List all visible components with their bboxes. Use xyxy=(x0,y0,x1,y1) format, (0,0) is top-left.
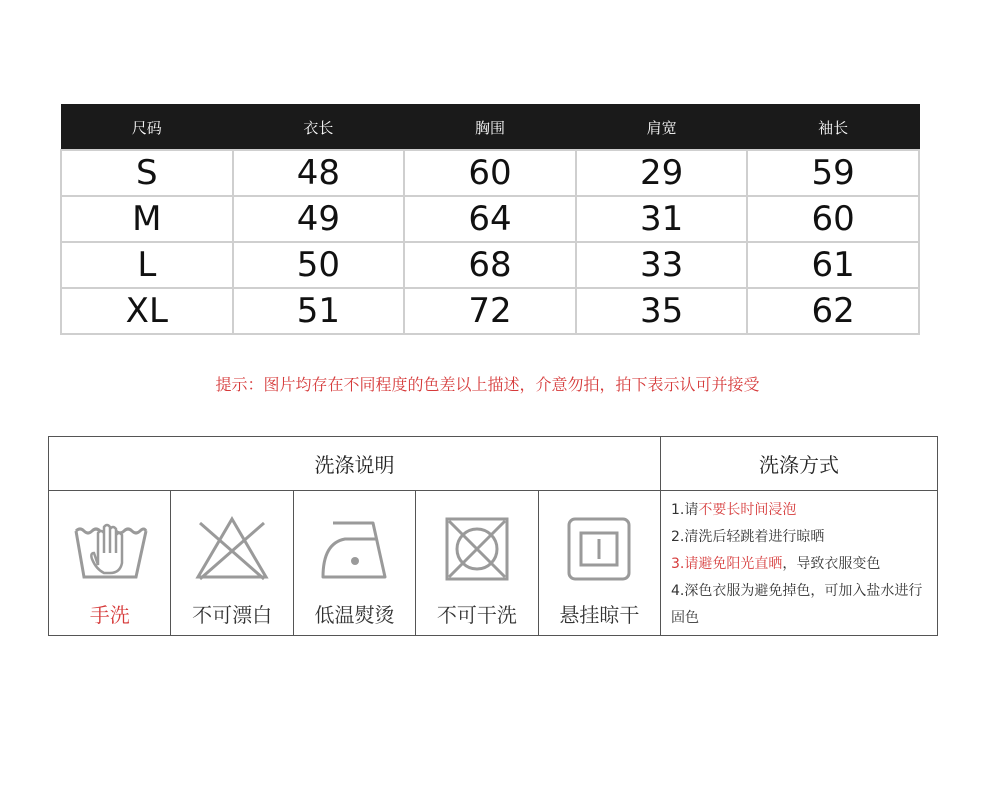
size-cell: S xyxy=(61,150,233,196)
header-length: 衣长 xyxy=(233,105,405,151)
size-cell: L xyxy=(61,242,233,288)
note-3-suffix: ，导致衣服变色 xyxy=(782,556,881,572)
header-chest: 胸围 xyxy=(404,105,576,151)
shoulder-cell: 35 xyxy=(576,288,748,334)
care-label-no-dry-clean: 不可干洗 xyxy=(436,603,517,627)
no-bleach-icon xyxy=(192,513,272,585)
care-label-low-iron: 低温熨烫 xyxy=(314,603,395,627)
length-cell: 51 xyxy=(233,288,405,334)
shoulder-cell: 33 xyxy=(576,242,748,288)
wash-notes xyxy=(661,491,937,635)
hang-dry-icon xyxy=(559,513,639,585)
care-item-no-bleach xyxy=(171,491,293,635)
size-cell: M xyxy=(61,196,233,242)
length-cell: 49 xyxy=(233,196,405,242)
care-label-hand-wash: 手洗 xyxy=(89,603,130,627)
length-cell: 48 xyxy=(233,150,405,196)
sleeve-cell: 59 xyxy=(747,150,919,196)
header-size: 尺码 xyxy=(61,105,233,151)
header-shoulder: 肩宽 xyxy=(576,105,748,151)
size-table xyxy=(60,104,920,335)
shoulder-cell: 31 xyxy=(576,196,748,242)
care-item-low-iron xyxy=(294,491,416,635)
note-1 xyxy=(671,497,927,524)
care-item-hand-wash xyxy=(49,491,171,635)
sleeve-cell: 62 xyxy=(747,288,919,334)
note-2: 2.清洗后轻跳着进行晾晒 xyxy=(671,529,825,545)
wash-method-title: 洗涤方式 xyxy=(661,437,937,491)
note-1-prefix: 1.请 xyxy=(671,502,699,518)
note-4: 4.深色衣服为避免掉色，可加入盐水进行固色 xyxy=(671,583,923,626)
care-title: 洗涤说明 xyxy=(49,437,661,491)
no-dry-clean-icon xyxy=(437,513,517,585)
care-item-no-dry-clean xyxy=(416,491,538,635)
header-sleeve: 袖长 xyxy=(747,105,919,151)
chest-cell: 68 xyxy=(404,242,576,288)
care-item-hang-dry xyxy=(539,491,661,635)
low-iron-icon xyxy=(315,513,395,585)
table-row xyxy=(61,288,919,334)
note-3 xyxy=(671,551,927,578)
length-cell: 50 xyxy=(233,242,405,288)
care-instructions xyxy=(48,436,938,636)
shoulder-cell: 29 xyxy=(576,150,748,196)
care-label-hang-dry: 悬挂晾干 xyxy=(559,603,640,627)
table-row xyxy=(61,242,919,288)
table-row xyxy=(61,150,919,196)
care-label-no-bleach: 不可漂白 xyxy=(192,603,273,627)
sleeve-cell: 61 xyxy=(747,242,919,288)
note-3-highlight: 3.请避免阳光直晒 xyxy=(671,556,783,572)
sleeve-cell: 60 xyxy=(747,196,919,242)
note-1-highlight: 不要长时间浸泡 xyxy=(698,502,797,518)
chest-cell: 64 xyxy=(404,196,576,242)
table-row xyxy=(61,196,919,242)
hand-wash-icon xyxy=(70,513,150,585)
chest-cell: 60 xyxy=(404,150,576,196)
care-symbols xyxy=(49,491,661,635)
size-cell: XL xyxy=(61,288,233,334)
size-table-header-row xyxy=(61,105,919,151)
color-notice: 提示：图片均存在不同程度的色差以上描述，介意勿拍，拍下表示认可并接受 xyxy=(215,375,760,394)
chest-cell: 72 xyxy=(404,288,576,334)
